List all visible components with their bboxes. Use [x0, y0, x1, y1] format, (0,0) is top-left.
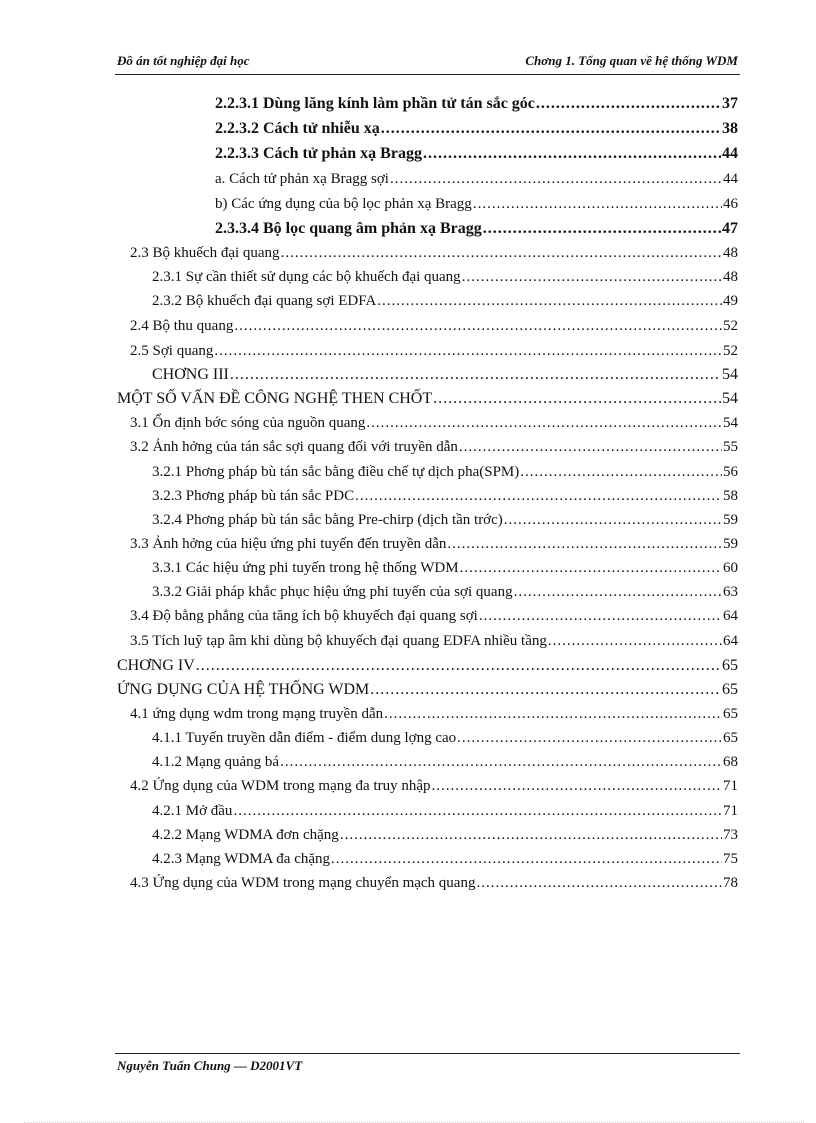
page-header: [115, 50, 740, 75]
toc-entry[interactable]: 4.2.1 Mở đầu ..... 71: [152, 800, 738, 822]
footer-author: Nguyễn Tuấn Chung — D2001VT: [117, 1058, 303, 1073]
toc-entry[interactable]: 3.3.2 Giải pháp khắc phục hiệu ứng phi tuyến của sợi quang ..... 63: [152, 581, 738, 603]
toc-entry[interactable]: MỘT SỐ VẤN ĐỀ CÔNG NGHỆ THEN CHỐT ..... 54: [117, 388, 738, 410]
toc-entry[interactable]: 2.2.3.2 Cách tử nhiễu xạ ..... 38: [215, 118, 738, 140]
toc-entry[interactable]: 3.2.3 Phơng pháp bù tán sắc PDC ..... 58: [152, 485, 738, 507]
toc-entry[interactable]: 3.3 Ảnh hởng của hiệu ứng phi tuyến đến truyền dẫn ..... 59: [130, 533, 738, 555]
toc-entry[interactable]: 4.1.1 Tuyến truyền dẫn điểm - điểm dung lợng cao ..... 65: [152, 727, 738, 749]
toc-entry[interactable]: ỨNG DỤNG CỦA HỆ THỐNG WDM ..... 65: [117, 679, 738, 701]
toc-entry[interactable]: CHƠNG III ..... 54: [152, 364, 738, 386]
toc-entry[interactable]: 3.2.1 Phơng pháp bù tán sắc bằng điều chế tự dịch pha(SPM) ..... 56: [152, 461, 738, 483]
toc-entry[interactable]: 4.1.2 Mạng quảng bá ..... 68: [152, 751, 738, 773]
page-footer: [115, 1053, 740, 1080]
toc-entry[interactable]: 4.2 Ứng dụng của WDM trong mạng đa truy nhập ..... 71: [130, 775, 738, 797]
toc-entry[interactable]: 2.4 Bộ thu quang ..... 52: [130, 315, 738, 337]
toc-entry[interactable]: 2.3.3.4 Bộ lọc quang âm phản xạ Bragg ..... 47: [215, 218, 738, 240]
toc-entry[interactable]: b) Các ứng dụng của bộ lọc phản xạ Bragg ..... 46: [215, 193, 738, 215]
header-document-title: Đồ án tốt nghiệp đại học: [117, 53, 250, 68]
toc-entry[interactable]: 2.2.3.1 Dùng lăng kính làm phần tử tán sắc góc ..... 37: [215, 93, 738, 115]
toc-entry[interactable]: 3.2.4 Phơng pháp bù tán sắc bằng Pre-chirp (dịch tần trớc) ..... 59: [152, 509, 738, 531]
toc-entry[interactable]: 4.2.2 Mạng WDMA đơn chặng ..... 73: [152, 824, 738, 846]
toc-entry[interactable]: 4.2.3 Mạng WDMA đa chặng ..... 75: [152, 848, 738, 870]
toc-entry[interactable]: 2.3.1 Sự cần thiết sử dụng các bộ khuếch đại quang ..... 48: [152, 266, 738, 288]
toc-entry[interactable]: 4.1 ứng dụng wdm trong mạng truyền dẫn ..... 65: [130, 703, 738, 725]
toc-entry[interactable]: 2.3.2 Bộ khuếch đại quang sợi EDFA ..... 49: [152, 290, 738, 312]
header-chapter-title: Chơng 1. Tổng quan về hệ thống WDM: [525, 53, 738, 68]
toc-entry[interactable]: 3.5 Tích luỹ tạp âm khi dùng bộ khuyếch đại quang EDFA nhiều tầng ..... 64: [130, 630, 738, 652]
toc-entry[interactable]: 3.1 Ổn định bớc sóng của nguồn quang ..... 54: [130, 412, 738, 434]
toc-entry[interactable]: CHƠNG IV ..... 65: [117, 655, 738, 677]
toc-entry[interactable]: 2.5 Sợi quang ..... 52: [130, 340, 738, 362]
toc-entry[interactable]: a. Cách tử phản xạ Bragg sợi ..... 44: [215, 168, 738, 190]
toc-entry[interactable]: 3.2 Ảnh hởng của tán sắc sợi quang đối với truyền dẫn ..... 55: [130, 436, 738, 458]
toc-entry[interactable]: 2.3 Bộ khuếch đại quang ..... 48: [130, 242, 738, 264]
toc-entry[interactable]: 2.2.3.3 Cách tử phản xạ Bragg ..... 44: [215, 143, 738, 165]
toc-entry[interactable]: 3.4 Độ bằng phẳng của tăng ích bộ khuyếch đại quang sợi ..... 64: [130, 605, 738, 627]
toc-entry[interactable]: 3.3.1 Các hiệu ứng phi tuyến trong hệ thống WDM ..... 60: [152, 557, 738, 579]
toc-entry[interactable]: 4.3 Ứng dụng của WDM trong mạng chuyển mạch quang ..... 78: [130, 872, 738, 894]
